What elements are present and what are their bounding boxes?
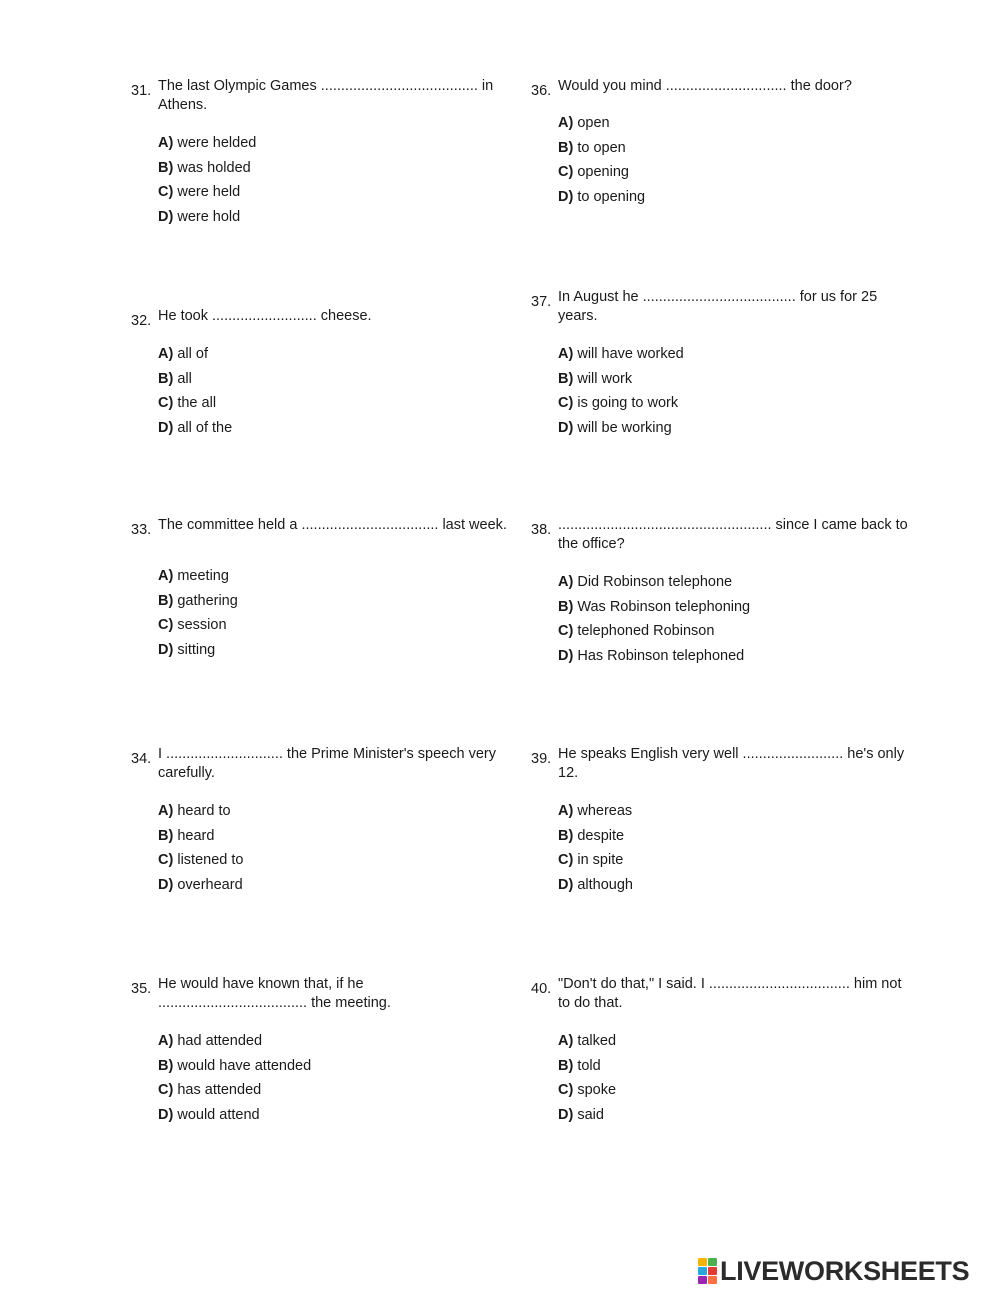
option-b[interactable]: B) will work [558, 370, 633, 387]
question-number: 38. [531, 522, 552, 538]
question-number: 33. [131, 522, 152, 538]
option-d[interactable]: D) Has Robinson telephoned [558, 647, 745, 664]
option-b[interactable]: B) despite [558, 827, 625, 844]
liveworksheets-logo [698, 1255, 970, 1286]
question-stem: The last Olympic Games ....................................... in Athens. [158, 78, 494, 113]
liveworksheets-logo-icon [698, 1258, 717, 1284]
option-a[interactable]: A) had attended [158, 1033, 263, 1049]
option-c[interactable]: C) session [158, 617, 227, 633]
options-list [158, 342, 518, 440]
question-35 [131, 975, 518, 1127]
option-b[interactable]: B) told [558, 1057, 601, 1074]
option-d[interactable]: D) to opening [558, 188, 646, 205]
option-b[interactable]: B) gathering [158, 592, 238, 609]
question-stem: He took .......................... cheese. [158, 308, 372, 324]
options-list [558, 111, 918, 209]
option-c[interactable]: C) is going to work [558, 395, 679, 411]
option-c[interactable]: C) spoke [558, 1082, 617, 1098]
option-a[interactable]: A) whereas [558, 803, 633, 819]
option-c[interactable]: C) has attended [158, 1082, 262, 1098]
option-b[interactable]: B) would have attended [158, 1057, 312, 1074]
question-number: 31. [131, 83, 152, 99]
options-list [558, 570, 918, 668]
option-d[interactable]: D) overheard [158, 876, 243, 893]
question-stem: ..................................................... since I came back to the office? [558, 517, 908, 552]
question-number: 40. [531, 981, 552, 997]
options-list [158, 564, 518, 662]
question-number: 34. [131, 751, 152, 767]
option-a[interactable]: A) heard to [158, 803, 231, 819]
option-a[interactable]: A) Did Robinson telephone [558, 574, 733, 590]
logo-square [708, 1267, 717, 1275]
question-31 [131, 77, 518, 229]
options-list [158, 799, 518, 897]
option-a[interactable]: A) open [558, 115, 610, 131]
question-33 [131, 516, 518, 662]
question-stem: I ............................. the Prime Minister's speech very carefully. [158, 746, 496, 781]
question-number: 36. [531, 83, 552, 99]
logo-square [708, 1276, 717, 1284]
option-b[interactable]: B) was holded [158, 159, 251, 176]
options-list [558, 799, 918, 897]
options-list [558, 1029, 918, 1127]
question-34 [131, 745, 518, 897]
question-number: 35. [131, 981, 152, 997]
logo-square [708, 1258, 717, 1266]
question-38 [531, 516, 918, 668]
logo-square [698, 1267, 707, 1275]
option-a[interactable]: A) meeting [158, 568, 229, 584]
question-stem: The committee held a .................................. last week. [158, 517, 507, 533]
option-d[interactable]: D) would attend [158, 1106, 260, 1123]
options-list [558, 342, 918, 440]
option-d[interactable]: D) said [558, 1106, 604, 1123]
logo-square [698, 1258, 707, 1266]
option-a[interactable]: A) all of [158, 346, 208, 362]
option-c[interactable]: C) telephoned Robinson [558, 623, 715, 639]
question-stem: In August he ...................................... for us for 25 years. [558, 289, 878, 324]
logo-square [698, 1276, 707, 1284]
option-b[interactable]: B) Was Robinson telephoning [558, 598, 751, 615]
question-37 [531, 288, 918, 440]
question-stem: He would have known that, if he ..................................... the meeting. [158, 976, 391, 1011]
option-b[interactable]: B) all [158, 370, 192, 387]
question-36 [531, 77, 918, 209]
option-d[interactable]: D) will be working [558, 419, 672, 436]
option-c[interactable]: C) opening [558, 164, 629, 180]
question-number: 32. [131, 313, 152, 329]
question-number: 37. [531, 294, 552, 310]
option-a[interactable]: A) were helded [158, 135, 257, 151]
question-number: 39. [531, 751, 552, 767]
question-32 [131, 307, 518, 440]
option-c[interactable]: C) in spite [558, 852, 624, 868]
option-c[interactable]: C) the all [158, 395, 217, 411]
option-a[interactable]: A) talked [558, 1033, 617, 1049]
option-d[interactable]: D) were hold [158, 208, 241, 225]
option-a[interactable]: A) will have worked [558, 346, 684, 362]
logo-text: LIVEWORKSHEETS [720, 1255, 970, 1286]
option-d[interactable]: D) all of the [158, 419, 233, 436]
question-stem: He speaks English very well ......................... he's only 12. [558, 746, 905, 781]
options-list [158, 1029, 518, 1127]
question-40 [531, 975, 918, 1127]
option-b[interactable]: B) to open [558, 139, 626, 156]
question-stem: Would you mind .............................. the door? [558, 78, 852, 94]
question-39 [531, 745, 918, 897]
option-c[interactable]: C) were held [158, 184, 241, 200]
options-list [158, 131, 518, 229]
option-c[interactable]: C) listened to [158, 852, 244, 868]
option-b[interactable]: B) heard [158, 827, 215, 844]
question-stem: "Don't do that," I said. I ................................... him not to do that. [558, 976, 902, 1011]
option-d[interactable]: D) sitting [158, 641, 216, 658]
option-d[interactable]: D) although [558, 876, 633, 893]
